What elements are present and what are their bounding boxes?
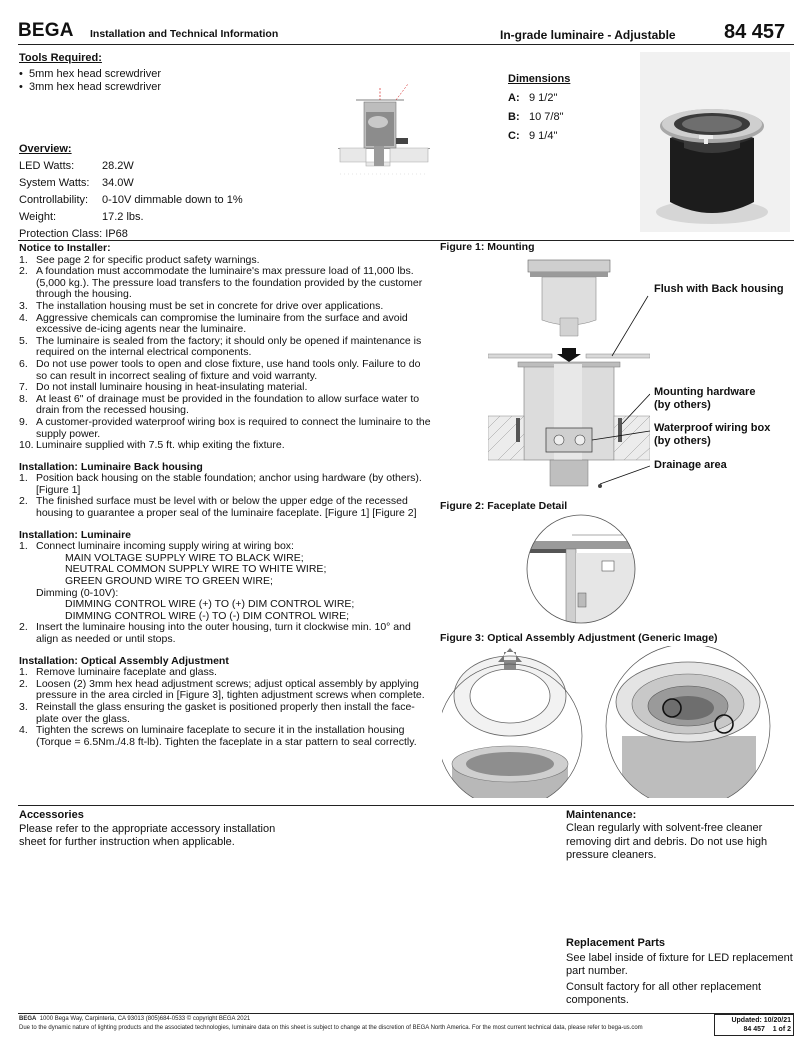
wiring-list (19, 553, 431, 588)
tool-item: • 5mm hex head screwdriver (19, 68, 162, 80)
list-item: 5. The luminaire is sealed from the factory; it should only be opened if maintenance is required on the internal electrical components. (19, 334, 422, 359)
list-item: 1. Connect luminaire incoming supply wiring at wiring box: (19, 540, 294, 553)
callout-wiring-box: Waterproof wiring box (by others) (654, 422, 771, 448)
dimensions-title: Dimensions (508, 73, 571, 85)
figure-1-title: Figure 1: Mounting (440, 241, 535, 253)
figure-3-optical-drawing (442, 646, 794, 798)
dimension-drawing (338, 78, 430, 176)
wiring-line: NEUTRAL COMMON SUPPLY WIRE TO WHITE WIRE; (65, 563, 327, 576)
overview-rule (18, 240, 794, 241)
tools-title: Tools Required: (19, 52, 102, 64)
callout-drainage: Drainage area (654, 459, 727, 471)
accessories-text: Please refer to the appropriate accessory installation sheet for further instruction when applicable. (19, 823, 276, 849)
list-item: 3. The installation housing must be set in concrete for drive over applications. (19, 299, 384, 312)
footer-address-line (19, 1016, 250, 1023)
overview-table (19, 158, 243, 243)
luminaire-title: Installation: Luminaire (19, 528, 132, 541)
header-rule (18, 44, 794, 45)
list-item: 10. Luminaire supplied with 7.5 ft. whip exiting the fixture. (19, 439, 285, 452)
maintenance-title: Maintenance: (566, 809, 637, 821)
dimming-line: DIMMING CONTROL WIRE (+) TO (+) DIM CONTROL WIRE; (65, 598, 355, 611)
accessories-title: Accessories (19, 809, 84, 821)
callout-mounting-hardware: Mounting hardware (by others) (654, 386, 756, 412)
document-subtitle: Installation and Technical Information (90, 28, 279, 40)
list-item: 4. Tighten the screws on luminaire faceplate to secure it in the installation housing (Torque = 6.5Nm./4.8 ft-lb). Tighten the faceplate in a star pattern to seal correctly. (19, 724, 417, 748)
footer-address: 1000 Bega Way, Carpinteria, CA 93013 (805)684-0533 © copyright BEGA 2021 (39, 1016, 251, 1022)
luminaire-list (19, 541, 431, 553)
overview-row: Weight: 17.2 lbs. (19, 210, 144, 223)
list-item: 8. At least 6" of drainage must be provided in the foundation to allow surface water to drain from the recessed housing. (19, 392, 420, 417)
replacement-text-2: Consult factory for all other replacement components. (566, 981, 762, 1007)
maintenance-text: Clean regularly with solvent-free cleaner removing dirt and debris. Do not use high pressure cleaners. (566, 822, 768, 862)
notice-list (19, 255, 431, 452)
figure-3-title: Figure 3: Optical Assembly Adjustment (Generic Image) (440, 632, 718, 644)
back-housing-list (19, 473, 431, 519)
bottom-section-rule (18, 805, 794, 806)
tools-list (19, 68, 161, 94)
list-item: 2. Loosen (2) 3mm hex head adjustment screws; adjust optical assembly by applying pressure in the area circled in [Figure 3], tighten adjustment screws when complete. (19, 677, 425, 702)
list-item: 2. Insert the luminaire housing into the outer housing, turn it clockwise min. 10° and align as needed or until stops. (19, 621, 411, 645)
dimension-row: A: 9 1/2" (508, 91, 558, 104)
dimensions-table (508, 89, 564, 146)
notice-title: Notice to Installer: (19, 242, 111, 254)
footer-rule (18, 1013, 794, 1014)
overview-row: Protection Class: IP68 (19, 227, 128, 240)
figure-2-title: Figure 2: Faceplate Detail (440, 500, 568, 512)
optical-list (19, 667, 431, 748)
wiring-line: GREEN GROUND WIRE TO GREEN WIRE; (65, 575, 273, 588)
overview-row: System Watts: 34.0W (19, 176, 134, 189)
wiring-line: MAIN VOLTAGE SUPPLY WIRE TO BLACK WIRE; (65, 551, 304, 564)
footer-updated: Updated: 10/20/21 (731, 1017, 791, 1024)
product-photo (640, 52, 790, 232)
list-item: 1. See page 2 for specific product safety warnings. (19, 253, 260, 266)
dimension-row: B: 10 7/8" (508, 110, 564, 123)
list-item: 9. A customer-provided waterproof wiring box is required to connect the luminaire to the supply power. (19, 415, 431, 440)
dimming-list (19, 599, 431, 622)
list-item: 2. The finished surface must be level with or below the upper edge of the recessed housing to guarantee a proper seal of the luminaire faceplate. [Figure 1] [Figure 2] (19, 495, 417, 520)
callout-flush: Flush with Back housing (654, 283, 784, 295)
list-item: 1. Position back housing on the stable foundation; anchor using hardware (by others). [Figure 1] (19, 472, 422, 496)
product-number: 84 457 (724, 21, 786, 43)
replacement-text-1: See label inside of fixture for LED replacement part number. (566, 952, 793, 978)
list-item: 1. Remove luminaire faceplate and glass. (19, 666, 217, 679)
replacement-section (566, 937, 794, 1007)
maintenance-section (566, 809, 778, 863)
list-item: 6. Do not use power tools to open and close fixture, use hand tools only. Failure to do so can result in incorrect sealing of fixture and void warranty. (19, 357, 421, 382)
dimension-row: C: 9 1/4" (508, 129, 558, 142)
footer-disclaimer: Due to the dynamic nature of lighting products and the associated technologies, luminaire data on this sheet is subject to change at the discretion of BEGA North America. For the most current technical data, please refer to bega-us.com (19, 1025, 643, 1031)
footer-box (714, 1014, 794, 1036)
luminaire-list-2 (19, 622, 431, 645)
back-housing-title: Installation: Luminaire Back housing (19, 460, 203, 473)
overview-row: Controllability: 0-10V dimmable down to 1% (19, 193, 243, 206)
dimming-label: Dimming (0-10V): (36, 586, 119, 599)
product-type: In-grade luminaire - Adjustable (500, 28, 676, 42)
footer-brand: BEGA (19, 1016, 37, 1022)
list-item: 4. Aggressive chemicals can compromise the luminaire from the surface and avoid excessive de-icing agents near the luminaire. (19, 311, 408, 336)
overview-row: LED Watts: 28.2W (19, 159, 134, 172)
footer-page-line: 84 457 1 of 2 (743, 1026, 791, 1033)
overview-title: Overview: (19, 143, 72, 155)
accessories-section (19, 809, 279, 849)
list-item: 3. Reinstall the glass ensuring the gasket is positioned properly then install the face-plate over the glass. (19, 700, 415, 725)
optical-title: Installation: Optical Assembly Adjustment (19, 654, 229, 667)
left-column (19, 243, 431, 748)
dimming-line: DIMMING CONTROL WIRE (-) TO (-) DIM CONTROL WIRE; (65, 609, 350, 622)
list-item: 7. Do not install luminaire housing in heat-insulating material. (19, 381, 308, 394)
brand-logo: BEGA (18, 20, 74, 41)
tool-item: • 3mm hex head screwdriver (19, 81, 162, 93)
replacement-title: Replacement Parts (566, 937, 666, 949)
figure-2-faceplate-drawing (526, 513, 636, 625)
figure-1-mounting-drawing (488, 256, 650, 488)
list-item: 2. A foundation must accommodate the luminaire's max pressure load of 11,000 lbs. (5,000 kg.). The pressure load transfers to the foundation provided by the customer through the housing. (19, 265, 423, 301)
